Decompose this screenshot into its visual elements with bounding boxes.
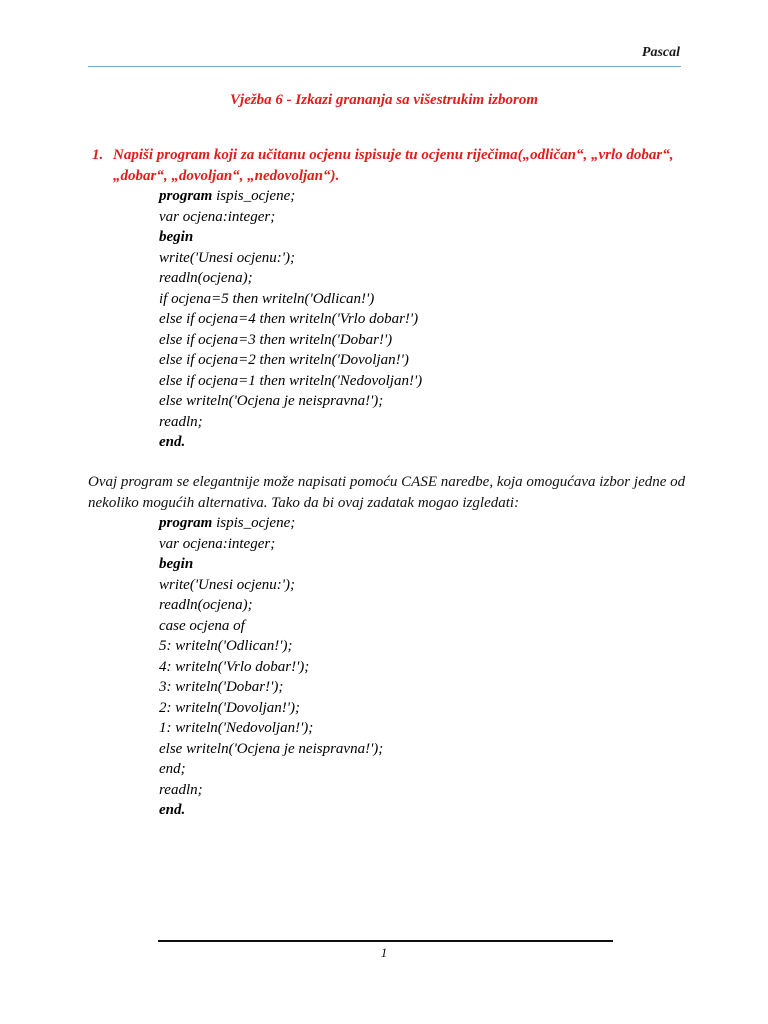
code-text: 1: writeln('Nedovoljan!'); [159,720,314,736]
code-line [159,412,422,433]
code-line [159,698,383,719]
code-keyword: begin [159,556,194,572]
code-line [159,227,422,248]
code-line [159,739,383,760]
code-text: var ocjena:integer; [159,208,276,225]
code-line [159,289,422,310]
code-line [159,186,422,207]
code-text: else if ocjena=2 then writeln('Dovoljan!') [159,352,409,368]
code-keyword: end. [159,802,186,818]
code-line [159,636,383,657]
code-text: 2: writeln('Dovoljan!'); [159,699,300,716]
code-block-case [159,513,383,821]
footer-divider [158,940,613,942]
code-line [159,759,383,780]
code-line [159,677,383,698]
code-text: if ocjena=5 then writeln('Odlican!') [159,290,375,307]
code-keyword: begin [159,229,194,245]
code-line [159,718,383,739]
code-text: end; [159,761,186,777]
code-line [159,432,422,453]
code-line [159,330,422,351]
code-line [159,207,422,228]
header-title: Pascal [641,45,680,60]
code-text: else if ocjena=3 then writeln('Dobar!') [159,331,393,348]
code-text: readln; [159,413,203,430]
code-line [159,595,383,616]
code-text: else writeln('Ocjena je neispravna!'); [159,393,384,409]
task-text: Napiši program koji za učitanu ocjenu ispisuje tu ocjenu riječima(„odličan“, „vrlo dobar“, „dobar“, „dovoljan“, „nedovoljan“). [113,147,674,184]
code-text: else writeln('Ocjena je neispravna!'); [159,740,384,757]
task-item [92,145,692,187]
code-text: readln(ocjena); [159,270,253,286]
code-text: var ocjena:integer; [159,535,276,552]
page-number: 1 [380,945,388,960]
code-line [159,534,383,555]
code-line [159,657,383,678]
code-text: write('Unesi ocjenu:'); [159,249,295,266]
code-block-if [159,186,422,453]
code-text: readln(ocjena); [159,597,253,613]
code-line [159,268,422,289]
code-line [159,350,422,371]
code-keyword: program [159,188,213,204]
code-line [159,575,383,596]
exercise-heading: Vježba 6 - Izkazi grananja sa višestrukim izborom [230,92,538,108]
code-keyword: program [159,515,213,531]
code-line [159,309,422,330]
code-text: ispis_ocjene; [212,188,296,204]
code-text: write('Unesi ocjenu:'); [159,576,295,593]
code-keyword: end. [159,434,186,450]
code-line [159,248,422,269]
code-text: else if ocjena=1 then writeln('Nedovoljan!') [159,372,423,389]
code-line [159,554,383,575]
code-text: ispis_ocjene; [212,515,296,531]
code-line [159,616,383,637]
code-line [159,780,383,801]
code-line [159,391,422,412]
code-text: else if ocjena=4 then writeln('Vrlo dobar!') [159,311,419,327]
code-line [159,513,383,534]
code-text: case ocjena of [159,617,245,634]
code-line [159,371,422,392]
code-text: 3: writeln('Dobar!'); [159,679,284,695]
task-number: 1. [92,147,104,163]
code-text: readln; [159,781,203,798]
explanation-paragraph: Ovaj program se elegantnije može napisati pomoću CASE naredbe, koja omogućava izbor jedne od nekoliko mogućih alternativa. Tako da bi ovaj zadatak mogao izgledati: [88,474,686,511]
code-line [159,800,383,821]
code-text: 5: writeln('Odlican!'); [159,638,293,654]
code-text: 4: writeln('Vrlo dobar!'); [159,658,310,675]
header-divider [88,66,681,67]
